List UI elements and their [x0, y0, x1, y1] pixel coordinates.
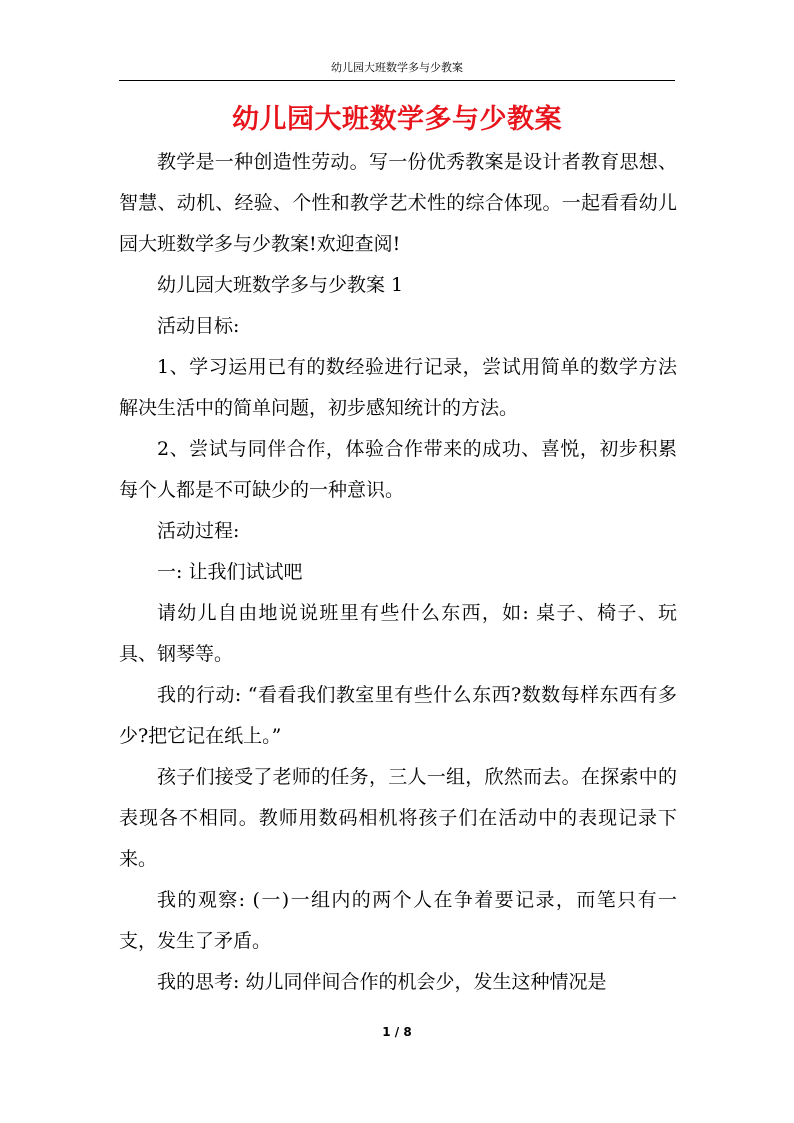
document-title: 幼儿园大班数学多与少教案: [232, 104, 562, 135]
paragraph-objectives-label: 活动目标:: [157, 315, 240, 337]
header-divider: [119, 80, 675, 81]
paragraph-objective-2: 2、尝试与同伴合作，体验合作带来的成功、喜悦，初步积累每个人都是不可缺少的一种意识。: [119, 438, 677, 501]
page-number: 1 / 8: [382, 1025, 412, 1039]
running-header: 幼儿园大班数学多与少教案: [331, 61, 463, 74]
paragraph-process-label: 活动过程:: [157, 520, 240, 542]
document-body: [119, 142, 677, 1003]
paragraph-section-heading: 幼儿园大班数学多与少教案 1: [157, 274, 404, 296]
paragraph-children-response: 孩子们接受了老师的任务，三人一组，欣然而去。在探索中的表现各不相同。教师用数码相机将孩子们在活动中的表现记录下来。: [119, 766, 677, 870]
paragraph-my-action: 我的行动: “看看我们教室里有些什么东西?数数每样东西有多少?把它记在纸上。”: [119, 684, 677, 747]
paragraph-intro: 教学是一种创造性劳动。写一份优秀教案是设计者教育思想、智慧、动机、经验、个性和教学艺术性的综合体现。一起看看幼儿园大班数学多与少教案!欢迎查阅!: [119, 151, 677, 255]
paragraph-objective-1: 1、学习运用已有的数经验进行记录，尝试用简单的数学方法解决生活中的简单问题，初步感知统计的方法。: [119, 356, 677, 419]
paragraph-my-observation: 我的观察: (一)一组内的两个人在争着要记录，而笔只有一支，发生了矛盾。: [119, 889, 677, 952]
paragraph-step-1-heading: 一: 让我们试试吧: [157, 561, 303, 583]
paragraph-step-1-prompt: 请幼儿自由地说说班里有些什么东西，如: 桌子、椅子、玩具、钢琴等。: [119, 602, 677, 665]
paragraph-my-thinking: 我的思考: 幼儿同伴间合作的机会少，发生这种情况是: [157, 971, 607, 993]
